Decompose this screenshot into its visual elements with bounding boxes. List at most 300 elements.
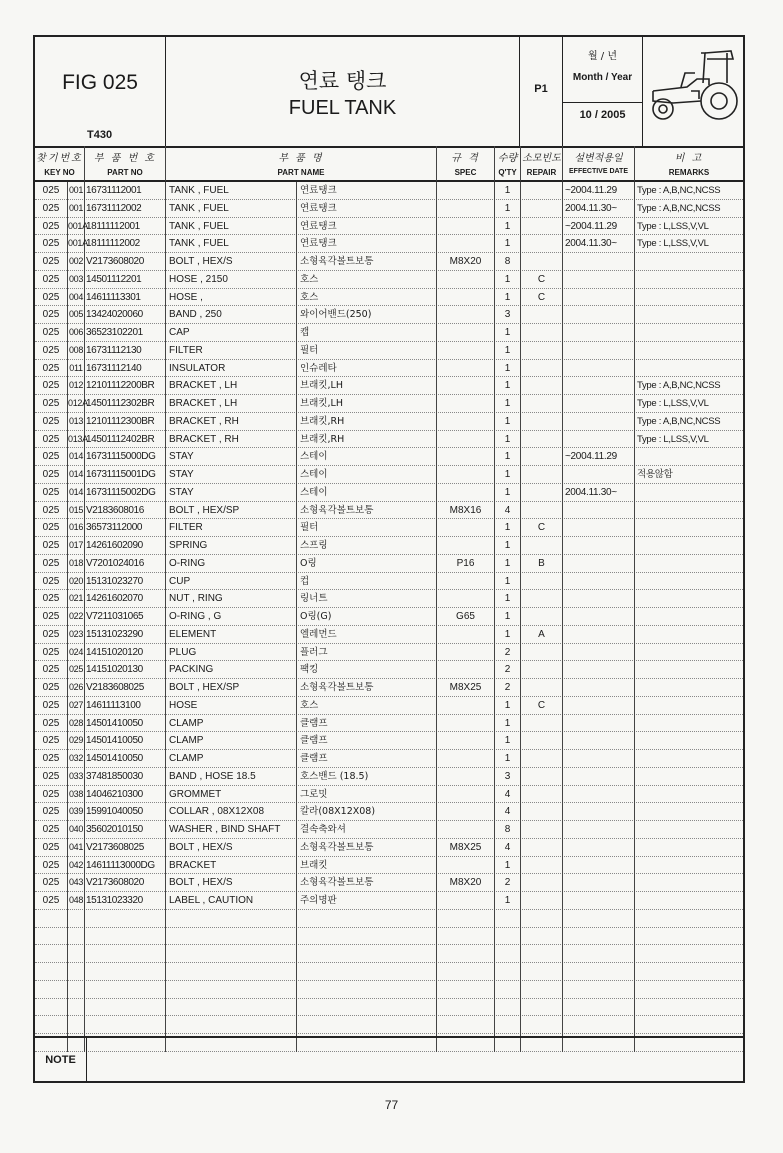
key-number-cell: 011 — [68, 360, 85, 378]
spec-cell — [437, 732, 495, 750]
effective-date-cell — [563, 590, 635, 608]
table-row — [35, 377, 743, 395]
part-name-en-cell: INSULATOR — [166, 360, 297, 378]
remarks-cell — [635, 661, 743, 679]
part-name-ko-cell: 스프링 — [297, 537, 437, 555]
repair-cell — [521, 253, 563, 271]
part-name-en-cell: NUT , RING — [166, 590, 297, 608]
part-number-cell: 15991040050 — [85, 803, 166, 821]
key-number-cell: 039 — [68, 803, 85, 821]
remarks-cell — [635, 874, 743, 892]
part-number-cell: 14611113301 — [85, 289, 166, 307]
part-name-en-cell: CAP — [166, 324, 297, 342]
key-number-cell: 048 — [68, 892, 85, 910]
part-name-ko-cell: 호스 — [297, 697, 437, 715]
month-year-label — [563, 37, 642, 103]
remarks-cell — [635, 324, 743, 342]
effective-date-cell: ~2004.11.29 — [563, 182, 635, 200]
empty-cell — [68, 999, 85, 1017]
key-group-cell: 025 — [35, 555, 68, 573]
spec-cell — [437, 395, 495, 413]
repair-cell — [521, 502, 563, 520]
repair-cell — [521, 377, 563, 395]
spec-cell — [437, 803, 495, 821]
effective-date-cell — [563, 697, 635, 715]
part-name-en-cell: STAY — [166, 448, 297, 466]
key-group-cell: 025 — [35, 697, 68, 715]
effective-date-cell — [563, 537, 635, 555]
table-row — [35, 342, 743, 360]
empty-cell — [68, 945, 85, 963]
remarks-cell — [635, 448, 743, 466]
effective-date-cell — [563, 786, 635, 804]
part-name-ko-cell: 클램프 — [297, 750, 437, 768]
part-number-cell: 14501112302BR — [85, 395, 166, 413]
part-number-cell: 14501112402BR — [85, 431, 166, 449]
effective-date-cell — [563, 306, 635, 324]
key-number-cell: 001 — [68, 200, 85, 218]
part-name-en-cell: CUP — [166, 573, 297, 591]
part-number-cell: 16731115000DG — [85, 448, 166, 466]
key-number-cell: 022 — [68, 608, 85, 626]
table-row — [35, 590, 743, 608]
key-group-cell: 025 — [35, 306, 68, 324]
part-number-cell: 16731112001 — [85, 182, 166, 200]
spec-cell: M8X25 — [437, 679, 495, 697]
key-group-cell: 025 — [35, 732, 68, 750]
part-name-en-cell: HOSE , — [166, 289, 297, 307]
spec-cell — [437, 466, 495, 484]
effective-date-cell — [563, 466, 635, 484]
table-row — [35, 431, 743, 449]
table-row — [35, 821, 743, 839]
part-number-cell: 36573112000 — [85, 519, 166, 537]
quantity-cell: 2 — [495, 874, 521, 892]
spec-cell — [437, 235, 495, 253]
quantity-cell: 1 — [495, 413, 521, 431]
effective-date-cell — [563, 289, 635, 307]
date-cell — [563, 37, 643, 146]
quantity-cell: 4 — [495, 803, 521, 821]
repair-cell — [521, 466, 563, 484]
part-name-en-cell: STAY — [166, 484, 297, 502]
quantity-cell: 1 — [495, 857, 521, 875]
key-group-cell: 025 — [35, 218, 68, 236]
spec-cell — [437, 360, 495, 378]
remarks-cell — [635, 839, 743, 857]
part-number-cell: 14261602070 — [85, 590, 166, 608]
key-group-cell: 025 — [35, 573, 68, 591]
key-group-cell: 025 — [35, 679, 68, 697]
quantity-cell: 2 — [495, 679, 521, 697]
part-name-ko-cell: 호스밴드 (18.5) — [297, 768, 437, 786]
empty-cell — [437, 981, 495, 999]
key-group-cell: 025 — [35, 892, 68, 910]
repair-cell — [521, 342, 563, 360]
part-name-en-cell: CLAMP — [166, 715, 297, 733]
empty-cell — [35, 963, 68, 981]
repair-cell — [521, 644, 563, 662]
table-row — [35, 395, 743, 413]
quantity-cell: 1 — [495, 395, 521, 413]
key-number-cell: 006 — [68, 324, 85, 342]
empty-cell — [297, 1016, 437, 1034]
part-name-en-cell: O-RING — [166, 555, 297, 573]
part-name-en-cell: BRACKET , RH — [166, 431, 297, 449]
repair-cell — [521, 306, 563, 324]
quantity-cell: 1 — [495, 697, 521, 715]
spec-cell — [437, 537, 495, 555]
part-number-cell: 12101112200BR — [85, 377, 166, 395]
empty-row — [35, 928, 743, 946]
col-key-en: KEY NO — [44, 168, 75, 177]
repair-cell — [521, 218, 563, 236]
key-group-cell: 025 — [35, 519, 68, 537]
part-number-cell: 16731112140 — [85, 360, 166, 378]
issue-date: 10 / 2005 — [579, 109, 626, 121]
repair-cell — [521, 732, 563, 750]
spec-cell — [437, 857, 495, 875]
spec-cell — [437, 892, 495, 910]
remarks-cell — [635, 626, 743, 644]
empty-cell — [68, 963, 85, 981]
empty-cell — [521, 963, 563, 981]
spec-cell — [437, 768, 495, 786]
empty-cell — [85, 928, 166, 946]
remarks-cell — [635, 360, 743, 378]
effective-date-cell — [563, 750, 635, 768]
repair-cell: C — [521, 697, 563, 715]
empty-row — [35, 981, 743, 999]
repair-cell — [521, 715, 563, 733]
part-name-ko-cell: 스테이 — [297, 484, 437, 502]
repair-cell — [521, 360, 563, 378]
empty-cell — [495, 999, 521, 1017]
table-row — [35, 235, 743, 253]
table-row — [35, 502, 743, 520]
spec-cell — [437, 289, 495, 307]
note-area — [35, 1036, 743, 1083]
empty-cell — [437, 963, 495, 981]
effective-date-cell — [563, 874, 635, 892]
empty-cell — [297, 999, 437, 1017]
effective-date-cell — [563, 253, 635, 271]
col-spec-en: SPEC — [454, 168, 477, 177]
key-group-cell: 025 — [35, 431, 68, 449]
quantity-cell: 1 — [495, 324, 521, 342]
key-group-cell: 025 — [35, 253, 68, 271]
spec-cell: M8X20 — [437, 874, 495, 892]
effective-date-cell — [563, 413, 635, 431]
empty-cell — [495, 945, 521, 963]
part-name-ko-cell: 소형육각볼트보통 — [297, 839, 437, 857]
empty-cell — [35, 1016, 68, 1034]
empty-cell — [635, 981, 743, 999]
part-number-cell: 18111112002 — [85, 235, 166, 253]
table-row — [35, 484, 743, 502]
table-row — [35, 768, 743, 786]
part-name-en-cell: CLAMP — [166, 750, 297, 768]
key-number-cell: 014 — [68, 448, 85, 466]
empty-cell — [166, 945, 297, 963]
part-name-en-cell: BOLT , HEX/S — [166, 874, 297, 892]
empty-row — [35, 999, 743, 1017]
remarks-cell — [635, 573, 743, 591]
part-number-cell: 14261602090 — [85, 537, 166, 555]
part-name-en-cell: BOLT , HEX/SP — [166, 679, 297, 697]
quantity-cell: 4 — [495, 839, 521, 857]
empty-cell — [563, 981, 635, 999]
col-header-part-name — [166, 146, 437, 182]
empty-cell — [563, 999, 635, 1017]
empty-cell — [85, 999, 166, 1017]
empty-cell — [297, 945, 437, 963]
effective-date-cell: 2004.11.30~ — [563, 200, 635, 218]
spec-cell: M8X25 — [437, 839, 495, 857]
part-name-ko-cell: 연료탱크 — [297, 235, 437, 253]
quantity-cell: 4 — [495, 502, 521, 520]
remarks-cell — [635, 342, 743, 360]
key-number-cell: 038 — [68, 786, 85, 804]
empty-cell — [521, 1016, 563, 1034]
effective-date-cell — [563, 661, 635, 679]
remarks-cell — [635, 892, 743, 910]
effective-date-cell — [563, 644, 635, 662]
key-group-cell: 025 — [35, 786, 68, 804]
remarks-cell — [635, 253, 743, 271]
repair-cell: C — [521, 271, 563, 289]
col-header-remarks — [635, 146, 743, 182]
empty-cell — [521, 910, 563, 928]
quantity-cell: 1 — [495, 200, 521, 218]
effective-date-cell — [563, 519, 635, 537]
empty-cell — [166, 963, 297, 981]
repair-cell — [521, 395, 563, 413]
remarks-cell — [635, 821, 743, 839]
part-name-ko-cell: 브래킷,LH — [297, 395, 437, 413]
empty-row — [35, 1016, 743, 1034]
repair-cell — [521, 874, 563, 892]
effective-date-cell — [563, 626, 635, 644]
part-name-ko-cell: 주의명판 — [297, 892, 437, 910]
spec-cell: M8X16 — [437, 502, 495, 520]
key-group-cell: 025 — [35, 271, 68, 289]
part-name-ko-cell: 스테이 — [297, 448, 437, 466]
remarks-cell — [635, 555, 743, 573]
key-group-cell: 025 — [35, 413, 68, 431]
part-name-ko-cell: 필터 — [297, 519, 437, 537]
part-number-cell: V2173608020 — [85, 253, 166, 271]
effective-date-cell: 2004.11.30~ — [563, 484, 635, 502]
col-effective-ko: 설변적용일 — [574, 153, 623, 164]
part-name-en-cell: HOSE , 2150 — [166, 271, 297, 289]
part-name-en-cell: SPRING — [166, 537, 297, 555]
quantity-cell: 1 — [495, 732, 521, 750]
parts-sheet — [33, 35, 745, 1083]
col-spec-ko: 규 격 — [451, 153, 480, 164]
part-number-cell: 37481850030 — [85, 768, 166, 786]
part-name-ko-cell: 클램프 — [297, 715, 437, 733]
key-number-cell: 027 — [68, 697, 85, 715]
part-name-ko-cell: 브래킷,RH — [297, 413, 437, 431]
table-row — [35, 679, 743, 697]
effective-date-cell: 2004.11.30~ — [563, 235, 635, 253]
empty-cell — [495, 981, 521, 999]
col-part-no-en: PART NO — [107, 168, 143, 177]
part-number-cell: 16731115001DG — [85, 466, 166, 484]
empty-cell — [495, 963, 521, 981]
table-row — [35, 661, 743, 679]
title-cell — [166, 37, 520, 146]
key-group-cell: 025 — [35, 768, 68, 786]
quantity-cell: 3 — [495, 768, 521, 786]
table-row — [35, 271, 743, 289]
quantity-cell: 1 — [495, 289, 521, 307]
remarks-cell — [635, 786, 743, 804]
remarks-cell: 적용않함 — [637, 469, 673, 480]
quantity-cell: 1 — [495, 519, 521, 537]
empty-cell — [437, 910, 495, 928]
empty-cell — [35, 910, 68, 928]
effective-date-cell — [563, 271, 635, 289]
empty-cell — [35, 981, 68, 999]
key-group-cell: 025 — [35, 395, 68, 413]
part-name-ko-cell: 플러그 — [297, 644, 437, 662]
remarks-cell: Type : L,LSS,V,VL — [637, 433, 709, 445]
quantity-cell: 1 — [495, 377, 521, 395]
part-name-en-cell: BOLT , HEX/S — [166, 839, 297, 857]
col-effective-en: EFFECTIVE DATE — [569, 168, 628, 175]
spec-cell — [437, 448, 495, 466]
part-name-ko-cell: 연료탱크 — [297, 218, 437, 236]
quantity-cell: 3 — [495, 306, 521, 324]
empty-cell — [437, 928, 495, 946]
effective-date-cell — [563, 502, 635, 520]
key-number-cell: 014 — [68, 466, 85, 484]
part-name-en-cell: STAY — [166, 466, 297, 484]
repair-cell — [521, 413, 563, 431]
key-number-cell: 026 — [68, 679, 85, 697]
quantity-cell: 1 — [495, 235, 521, 253]
empty-cell — [635, 910, 743, 928]
key-group-cell: 025 — [35, 661, 68, 679]
remarks-cell — [635, 679, 743, 697]
spec-cell — [437, 484, 495, 502]
empty-cell — [635, 999, 743, 1017]
key-number-cell: 014 — [68, 484, 85, 502]
empty-cell — [521, 945, 563, 963]
remarks-cell: Type : A,B,NC,NCSS — [637, 380, 721, 392]
repair-cell — [521, 892, 563, 910]
remarks-cell: Type : A,B,NC,NCSS — [637, 202, 721, 214]
col-key-ko: 찾기번호 — [36, 153, 83, 164]
col-header-qty — [495, 146, 521, 182]
effective-date-cell — [563, 608, 635, 626]
spec-cell — [437, 573, 495, 591]
repair-cell — [521, 537, 563, 555]
key-number-cell: 020 — [68, 573, 85, 591]
repair-cell — [521, 821, 563, 839]
table-row — [35, 608, 743, 626]
part-number-cell: 14611113000DG — [85, 857, 166, 875]
effective-date-cell — [563, 732, 635, 750]
part-name-ko-cell: 필터 — [297, 342, 437, 360]
remarks-cell — [635, 715, 743, 733]
part-name-en-cell: BRACKET , RH — [166, 413, 297, 431]
spec-cell: G65 — [437, 608, 495, 626]
part-name-ko-cell: 소형육각볼트보통 — [297, 874, 437, 892]
effective-date-cell — [563, 679, 635, 697]
empty-cell — [85, 945, 166, 963]
key-number-cell: 004 — [68, 289, 85, 307]
part-name-en-cell: BOLT , HEX/SP — [166, 502, 297, 520]
repair-cell — [521, 839, 563, 857]
effective-date-cell — [563, 360, 635, 378]
part-number-cell: 16731115002DG — [85, 484, 166, 502]
figure-cell — [35, 37, 166, 146]
spec-cell — [437, 200, 495, 218]
key-group-cell: 025 — [35, 626, 68, 644]
part-number-cell: 14501112201 — [85, 271, 166, 289]
repair-cell — [521, 803, 563, 821]
effective-date-cell: ~2004.11.29 — [563, 448, 635, 466]
table-row — [35, 218, 743, 236]
key-group-cell: 025 — [35, 182, 68, 200]
repair-cell: B — [521, 555, 563, 573]
empty-cell — [297, 928, 437, 946]
table-row — [35, 573, 743, 591]
effective-date-cell — [563, 573, 635, 591]
key-number-cell: 017 — [68, 537, 85, 555]
repair-cell: C — [521, 289, 563, 307]
month-year-en: Month / Year — [572, 72, 633, 83]
part-name-ko-cell: 결속축와셔 — [297, 821, 437, 839]
part-name-en-cell: HOSE — [166, 697, 297, 715]
repair-cell — [521, 768, 563, 786]
key-group-cell: 025 — [35, 839, 68, 857]
table-row — [35, 732, 743, 750]
empty-cell — [68, 910, 85, 928]
repair-cell — [521, 182, 563, 200]
part-name-en-cell: BAND , 250 — [166, 306, 297, 324]
key-group-cell: 025 — [35, 377, 68, 395]
empty-cell — [495, 1016, 521, 1034]
part-number-cell: 13424020060 — [85, 306, 166, 324]
effective-date-cell — [563, 431, 635, 449]
part-name-ko-cell: O링 — [297, 555, 437, 573]
quantity-cell: 1 — [495, 271, 521, 289]
spec-cell — [437, 182, 495, 200]
effective-date-cell — [563, 803, 635, 821]
remarks-cell — [635, 644, 743, 662]
quantity-cell: 1 — [495, 537, 521, 555]
remarks-cell — [635, 803, 743, 821]
remarks-cell — [635, 502, 743, 520]
spec-cell — [437, 821, 495, 839]
remarks-cell: Type : L,LSS,V,VL — [637, 220, 709, 232]
part-name-en-cell: PLUG — [166, 644, 297, 662]
key-group-cell: 025 — [35, 502, 68, 520]
key-group-cell: 025 — [35, 360, 68, 378]
title-english: FUEL TANK — [288, 97, 397, 119]
empty-cell — [635, 1016, 743, 1034]
key-number-cell: 028 — [68, 715, 85, 733]
page-number: 77 — [384, 1098, 399, 1112]
remarks-cell — [635, 537, 743, 555]
empty-cell — [563, 963, 635, 981]
key-number-cell: 016 — [68, 519, 85, 537]
quantity-cell: 1 — [495, 360, 521, 378]
